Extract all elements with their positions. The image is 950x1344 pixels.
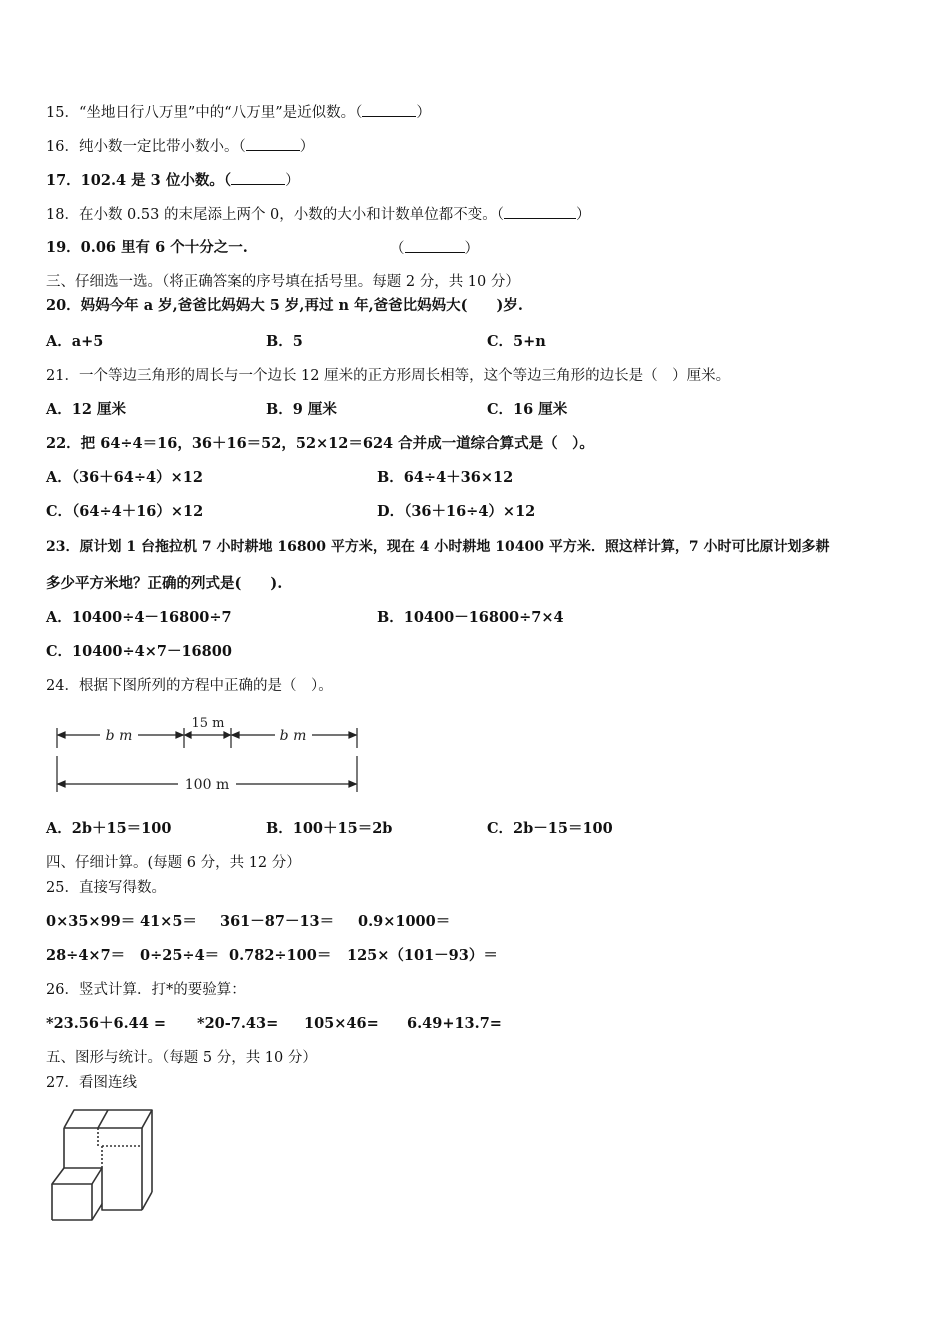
question-24: 24．根据下图所列的方程中正确的是（ ）。 — [46, 678, 333, 694]
diagram-label-middle: 15 m — [191, 716, 225, 731]
question-18: 18．在小数 0.53 的末尾添上两个 0，小数的大小和计数单位都不变。（ ） — [46, 204, 591, 225]
q21-option-a[interactable]: A．12 厘米 — [46, 401, 126, 418]
diagram-label-total: 100 m — [184, 777, 230, 793]
question-22: 22．把 64÷4＝16，36＋16＝52，52×12＝624 合并成一道综合算式是（ ）。 — [46, 435, 594, 452]
diagram-label-right: b m — [279, 728, 307, 744]
q21-option-b[interactable]: B．9 厘米 — [266, 401, 337, 418]
calc-item[interactable]: 125×（101－93）＝ — [347, 947, 498, 964]
vertical-calc-item[interactable]: *23.56＋6.44 = — [46, 1015, 167, 1032]
q24-option-b[interactable]: B．100＋15＝2b — [266, 820, 393, 837]
calc-item[interactable]: 0÷25÷4＝ — [140, 947, 220, 964]
q23-option-c[interactable]: C．10400÷4×7－16800 — [46, 643, 232, 660]
segment-diagram — [50, 708, 370, 800]
q20-option-a[interactable]: A．a+5 — [46, 333, 104, 350]
calc-item[interactable]: 361－87－13＝ — [220, 913, 335, 930]
q22-option-b[interactable]: B．64÷4＋36×12 — [377, 469, 514, 486]
calc-item[interactable]: 0.9×1000＝ — [358, 913, 451, 930]
q20-option-b[interactable]: B．5 — [266, 333, 303, 350]
question-21: 21．一个等边三角形的周长与一个边长 12 厘米的正方形周长相等，这个等边三角形的边长是（ ）厘米。 — [46, 368, 731, 384]
q21-option-c[interactable]: C．16 厘米 — [487, 401, 568, 418]
question-15: 15．“坐地日行八万里”中的“八万里”是近似数。（ ） — [46, 102, 431, 123]
q23-option-b[interactable]: B．10400－16800÷7×4 — [377, 609, 564, 626]
question-25: 25．直接写得数。 — [46, 880, 166, 896]
calc-item[interactable]: 0×35×99＝ — [46, 913, 136, 930]
question-19: 19．0.06 里有 6 个十分之一. — [46, 239, 248, 256]
vertical-calc-item[interactable]: *20-7.43= — [197, 1015, 279, 1032]
question-23-line1: 23．原计划 1 台拖拉机 7 小时耕地 16800 平方米，现在 4 小时耕地 10400 平方米．照这样计算，7 小时可比原计划多耕 — [46, 539, 830, 555]
question-17: 17．102.4 是 3 位小数。（ ） — [46, 172, 300, 189]
section-3-title: 三、仔细选一选。（将正确答案的序号填在括号里。每题 2 分，共 10 分） — [46, 274, 520, 290]
answer-blank[interactable] — [405, 238, 465, 253]
q22-option-c[interactable]: C．（64÷4＋16）×12 — [46, 503, 204, 520]
q20-option-c[interactable]: C．5+n — [487, 333, 546, 350]
answer-blank[interactable] — [504, 204, 576, 219]
answer-blank[interactable] — [362, 102, 416, 117]
calc-item[interactable]: 41×5＝ — [140, 913, 197, 930]
q24-option-c[interactable]: C．2b－15＝100 — [487, 820, 613, 837]
question-20: 20．妈妈今年 a 岁,爸爸比妈妈大 5 岁,再过 n 年,爸爸比妈妈大( )岁. — [46, 297, 523, 314]
calc-item[interactable]: 28÷4×7＝ — [46, 947, 126, 964]
calc-item[interactable]: 0.782÷100＝ — [229, 947, 332, 964]
section-4-title: 四、仔细计算。(每题 6 分，共 12 分） — [46, 855, 301, 871]
question-26: 26．竖式计算．打*的要验算： — [46, 982, 246, 998]
diagram-label-left: b m — [105, 728, 133, 744]
q23-option-a[interactable]: A．10400÷4－16800÷7 — [46, 609, 232, 626]
q22-option-a[interactable]: A．（36＋64÷4）×12 — [46, 469, 203, 486]
q24-option-a[interactable]: A．2b＋15＝100 — [46, 820, 172, 837]
question-23-line2: 多少平方米地？正确的列式是( ). — [46, 575, 283, 592]
vertical-calc-item[interactable]: 6.49+13.7= — [407, 1015, 502, 1032]
question-27: 27．看图连线 — [46, 1075, 137, 1091]
cube-figure — [46, 1106, 158, 1224]
question-16: 16．纯小数一定比带小数小。（ ） — [46, 136, 314, 157]
question-19-answer: （ ） — [390, 238, 479, 259]
answer-blank[interactable] — [246, 136, 300, 151]
q22-option-d[interactable]: D．（36＋16÷4）×12 — [377, 503, 536, 520]
section-5-title: 五、图形与统计。（每题 5 分，共 10 分） — [46, 1050, 317, 1066]
answer-blank[interactable] — [231, 170, 285, 185]
vertical-calc-item[interactable]: 105×46= — [304, 1015, 379, 1032]
